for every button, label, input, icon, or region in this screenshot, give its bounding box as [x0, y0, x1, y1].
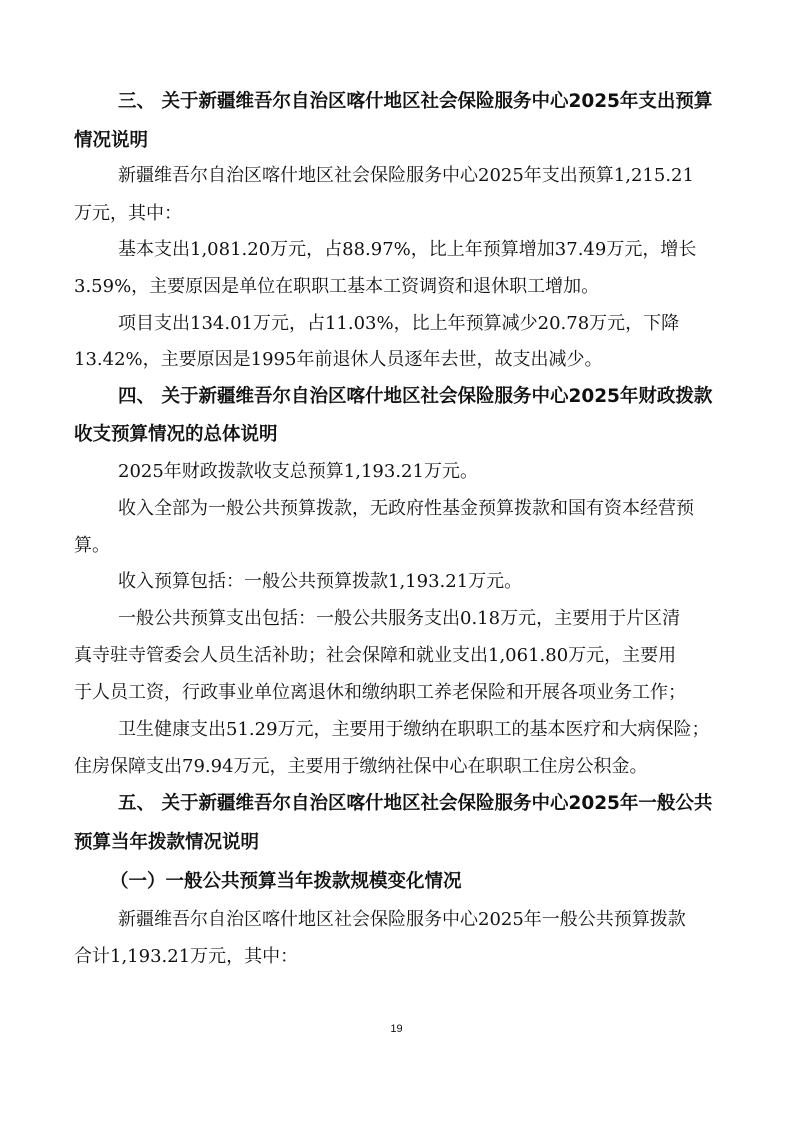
section4-p4-line1: 一般公共预算支出包括：一般公共服务支出0.18万元，主要用于片区清	[118, 608, 681, 629]
section4-p5-line1: 卫生健康支出51.29万元，主要用于缴纳在职职工的基本医疗和大病保险；	[118, 719, 710, 740]
section5-title-line1: 五、 关于新疆维吾尔自治区喀什地区社会保险服务中心2025年一般公共	[118, 793, 713, 814]
section4-p1-line1: 2025年财政拨款收支总预算1,193.21万元。	[118, 461, 478, 482]
section3-p2-line2: 3.59%，主要原因是单位在职职工基本工资调资和退休职工增加。	[74, 276, 600, 297]
section5-subtitle: （一）一般公共预算当年拨款规模变化情况	[110, 871, 462, 892]
page-number: 19	[390, 1023, 403, 1035]
section5-p1-line1: 新疆维吾尔自治区喀什地区社会保险服务中心2025年一般公共预算拨款	[118, 909, 686, 930]
section4-p4-line2: 真寺驻寺管委会人员生活补助；社会保障和就业支出1,061.80万元，主要用	[74, 645, 677, 666]
section3-title-line1: 三、 关于新疆维吾尔自治区喀什地区社会保险服务中心2025年支出预算	[118, 91, 713, 112]
section3-p3-line2: 13.42%，主要原因是1995年前退休人员逐年去世，故支出减少。	[74, 349, 603, 370]
section3-p2-line1: 基本支出1,081.20万元，占88.97%，比上年预算增加37.49万元，增长	[118, 239, 697, 260]
section3-p1-line2: 万元，其中：	[74, 203, 182, 224]
section4-p2-line2: 算。	[74, 535, 110, 556]
section3-p1-line1: 新疆维吾尔自治区喀什地区社会保险服务中心2025年支出预算1,215.21	[118, 165, 694, 186]
section4-p2-line1: 收入全部为一般公共预算拨款，无政府性基金预算拨款和国有资本经营预	[118, 498, 694, 519]
section3-title-line2: 情况说明	[74, 130, 149, 151]
section4-p5-line2: 住房保障支出79.94万元，主要用于缴纳社保中心在职职工住房公积金。	[74, 756, 648, 777]
section4-title-line1: 四、 关于新疆维吾尔自治区喀什地区社会保险服务中心2025年财政拨款	[118, 386, 713, 407]
section5-title-line2: 预算当年拨款情况说明	[74, 832, 260, 853]
section5-p1-line2: 合计1,193.21万元，其中：	[74, 946, 299, 967]
section4-title-line2: 收支预算情况的总体说明	[74, 424, 278, 445]
section4-p4-line3: 于人员工资，行政事业单位离退休和缴纳职工养老保险和开展各项业务工作；	[74, 682, 686, 703]
section4-p3-line1: 收入预算包括：一般公共预算拨款1,193.21万元。	[118, 571, 523, 592]
section3-p3-line1: 项目支出134.01万元，占11.03%，比上年预算减少20.78万元，下降	[118, 313, 680, 334]
